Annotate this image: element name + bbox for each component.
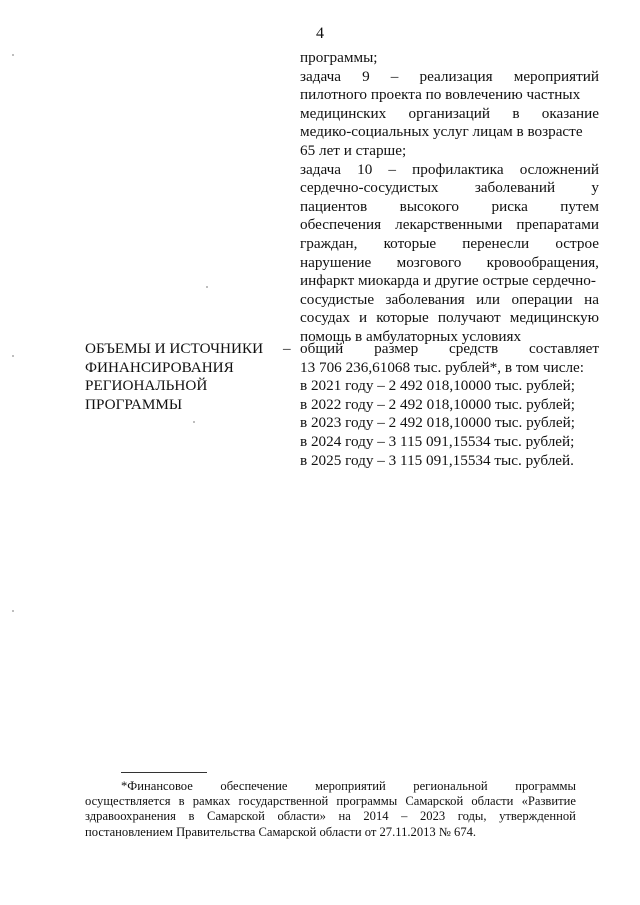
heading-dash: – <box>283 340 291 357</box>
text-line: сосудистые заболевания или операции на <box>300 290 599 308</box>
heading-line: ФИНАНСИРОВАНИЯ <box>85 358 234 376</box>
funding-total: 13 706 236,61068 тыс. рублей*, в том числе: <box>300 358 585 376</box>
text-line: задача 10 – профилактика осложнений <box>300 160 599 178</box>
footnote-line: постановлением Правительства Самарской области от 27.11.2013 № 674. <box>85 824 477 839</box>
text-line: граждан, которые перенесли острое <box>300 234 599 252</box>
text-line: медицинских организаций в оказание <box>300 104 599 122</box>
text-line: нарушение мозгового кровообращения, <box>300 253 599 271</box>
tasks-text-block <box>300 49 599 347</box>
scan-speck <box>206 286 208 288</box>
text-line: программы; <box>300 49 378 66</box>
text-line: сердечно-сосудистых заболеваний у <box>300 179 599 197</box>
scan-speck <box>193 421 195 423</box>
text-line: сосудах и которые получают медицинскую <box>300 309 599 327</box>
footnote <box>85 779 576 840</box>
text-line: задача 9 – реализация мероприятий <box>300 67 599 85</box>
heading-line: РЕГИОНАЛЬНОЙ <box>85 377 208 395</box>
text-line: медико-социальных услуг лицам в возрасте <box>300 123 583 141</box>
footnote-line: *Финансовое обеспечение мероприятий региональной программы <box>121 779 576 793</box>
scan-speck <box>12 610 14 612</box>
funding-section-heading <box>85 340 295 414</box>
funding-year-2021: в 2021 году – 2 492 018,10000 тыс. рублей; <box>300 377 575 395</box>
text-line: пациентов высокого риска путем <box>300 197 599 215</box>
footnote-line: осуществляется в рамках государственной программы Самарской области «Развитие <box>85 794 576 809</box>
scan-speck <box>12 54 14 56</box>
funding-year-2023: в 2023 году – 2 492 018,10000 тыс. рублей; <box>300 414 575 432</box>
text-line: общий размер средств составляет <box>300 340 599 357</box>
heading-line: ОБЪЕМЫ И ИСТОЧНИКИ <box>85 340 264 357</box>
funding-year-2024: в 2024 году – 3 115 091,15534 тыс. рублей; <box>300 432 575 450</box>
text-line: обеспечения лекарственными препаратами <box>300 216 599 234</box>
footnote-line: здравоохранения в Самарской области» на 2014 – 2023 годы, утвержденной <box>85 809 576 824</box>
page-number: 4 <box>316 25 324 42</box>
text-line: пилотного проекта по вовлечению частных <box>300 86 581 104</box>
footnote-separator <box>121 772 207 773</box>
funding-year-2022: в 2022 году – 2 492 018,10000 тыс. рублей; <box>300 395 575 413</box>
funding-text-block <box>300 340 599 470</box>
text-line: 65 лет и старше; <box>300 141 407 159</box>
text-line: помощь в амбулаторных условиях <box>300 327 522 345</box>
heading-line: ПРОГРАММЫ <box>85 395 183 413</box>
text-line: инфаркт миокарда и другие острые сердечно- <box>300 272 596 290</box>
funding-year-2025: в 2025 году – 3 115 091,15534 тыс. рублей. <box>300 451 574 469</box>
scan-speck <box>12 355 14 357</box>
